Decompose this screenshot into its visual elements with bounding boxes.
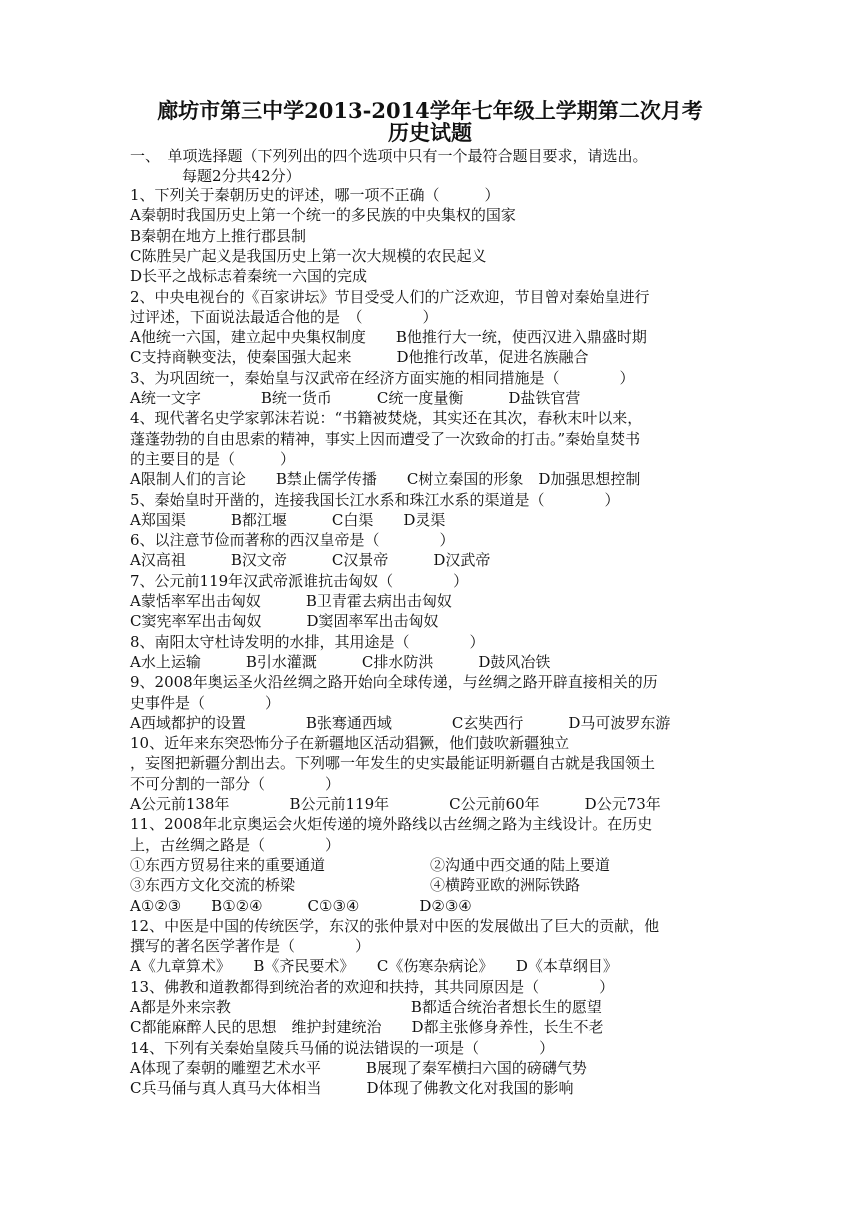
text-line: A公元前138年 B公元前119年 C公元前60年 D公元73年 bbox=[130, 795, 661, 813]
text-line: 1、下列关于秦朝历史的评述，哪一项不正确（ ） bbox=[130, 186, 500, 204]
text-line: 史事件是（ ） bbox=[130, 693, 281, 712]
text-line: 不可分割的一部分（ ） bbox=[130, 774, 341, 793]
text-line: 撰写的著名医学著作是（ ） bbox=[130, 937, 371, 956]
text-line: C陈胜吴广起义是我国历史上第一次大规模的农民起义 bbox=[130, 246, 487, 265]
text-line: 上，古丝绸之路是（ ） bbox=[130, 835, 341, 854]
text-line: C兵马俑与真人真马大体相当 D体现了佛教文化对我国的影响 bbox=[130, 1079, 574, 1098]
text-line: 的主要目的是（ ） bbox=[130, 449, 296, 468]
text-line: A体现了秦朝的雕塑艺术水平 B展现了秦军横扫六国的磅礴气势 bbox=[130, 1058, 587, 1077]
text-line: A统一文字 B统一货币 C统一度量衡 D盐铁官营 bbox=[130, 389, 581, 407]
text-line: 蓬蓬勃勃的自由思索的精神，事实上因而遭受了一次致命的打击。”秦始皇焚书 bbox=[130, 429, 641, 448]
text-line: A①②③ B①②④ C①③④ D②③④ bbox=[130, 896, 472, 915]
text-line: 8、南阳太守杜诗发明的水排，其用途是（ ） bbox=[130, 632, 485, 651]
text-line: D长平之战标志着秦统一六国的完成 bbox=[130, 267, 368, 286]
exam-title: 廊坊市第三中学2013-2014学年七年级上学期第二次月考 bbox=[157, 98, 703, 123]
text-line: A秦朝时我国历史上第一个统一的多民族的中央集权的国家 bbox=[130, 206, 516, 225]
text-line: A西域都护的设置 B张骞通西域 C玄奘西行 D马可波罗东游 bbox=[130, 713, 671, 732]
text-line: 7、公元前119年汉武帝派谁抗击匈奴（ ） bbox=[130, 571, 469, 590]
text-line: C支持商鞅变法，使秦国强大起来 D他推行改革，促进名族融合 bbox=[130, 348, 589, 367]
text-line: A蒙恬率军出击匈奴 B卫青霍去病出击匈奴 bbox=[130, 592, 452, 610]
text-line: 14、下列有关秦始皇陵兵马俑的说法错误的一项是（ ） bbox=[130, 1038, 555, 1057]
text-line: 6、以注意节俭而著称的西汉皇帝是（ ） bbox=[130, 531, 455, 550]
text-line: 5、秦始皇时开凿的，连接我国长江水系和珠江水系的渠道是（ ） bbox=[130, 490, 620, 509]
text-line: A水上运输 B引水灌溉 C排水防洪 D鼓风冶铁 bbox=[130, 652, 551, 671]
text-line: A《九章算术》 B《齐民要术》 C《伤寒杂病论》 D《本草纲目》 bbox=[130, 957, 618, 976]
text-line: C窦宪率军出击匈奴 D窦固率军出击匈奴 bbox=[130, 612, 439, 631]
text-line: 10、近年来东突恐怖分子在新疆地区活动猖獗，他们鼓吹新疆独立 bbox=[130, 734, 570, 753]
text-line: 过评述，下面说法最适合他的是 （ ） bbox=[130, 307, 438, 326]
text-line: ③东西方文化交流的桥梁 ④横跨亚欧的洲际铁路 bbox=[130, 876, 581, 895]
text-line: 4、现代著名史学家郭沫若说：“书籍被焚烧，其实还在其次，春秋末叶以来， bbox=[130, 409, 643, 428]
section-heading: 一、 单项选择题（下列列出的四个选项中只有一个最符合题目要求，请选出。 bbox=[130, 147, 648, 165]
text-line: 9、2008年奥运圣火沿丝绸之路开始向全球传递，与丝绸之路开辟直接相关的历 bbox=[130, 673, 658, 692]
section-heading-cont: 每题2分共42分） bbox=[182, 167, 301, 185]
text-line: A郑国渠 B都江堰 C白渠 D灵渠 bbox=[130, 510, 446, 529]
text-line: A限制人们的言论 B禁止儒学传播 C树立秦国的形象 D加强思想控制 bbox=[130, 470, 641, 489]
text-line: A他统一六国，建立起中央集权制度 B他推行大一统，使西汉进入鼎盛时期 bbox=[130, 328, 647, 347]
text-line: 2、中央电视台的《百家讲坛》节目受受人们的广泛欢迎，节目曾对秦始皇进行 bbox=[130, 287, 650, 306]
text-line: 13、佛教和道教都得到统治者的欢迎和扶持，其共同原因是（ ） bbox=[130, 977, 615, 996]
text-line: B秦朝在地方上推行郡县制 bbox=[130, 226, 307, 245]
text-line: 3、为巩固统一，秦始皇与汉武帝在经济方面实施的相同措施是（ ） bbox=[130, 368, 635, 387]
text-line: 12、中医是中国的传统医学，东汉的张仲景对中医的发展做出了巨大的贡献，他 bbox=[130, 916, 660, 935]
text-line: ①东西方贸易往来的重要通道 ②沟通中西交通的陆上要道 bbox=[130, 855, 611, 874]
text-line: A都是外来宗教 B都适合统治者想长生的愿望 bbox=[130, 998, 602, 1016]
text-line: C都能麻醉人民的思想 维护封建统治 D都主张修身养性，长生不老 bbox=[130, 1018, 604, 1037]
exam-subtitle: 历史试题 bbox=[388, 120, 472, 145]
text-line: 11、2008年北京奥运会火炬传递的境外路线以古丝绸之路为主线设计。在历史 bbox=[130, 815, 653, 834]
text-line: A汉高祖 B汉文帝 C汉景帝 D汉武帝 bbox=[130, 551, 491, 570]
text-line: ，妄图把新疆分割出去。下列哪一年发生的史实最能证明新疆自古就是我国领土 bbox=[130, 754, 656, 773]
